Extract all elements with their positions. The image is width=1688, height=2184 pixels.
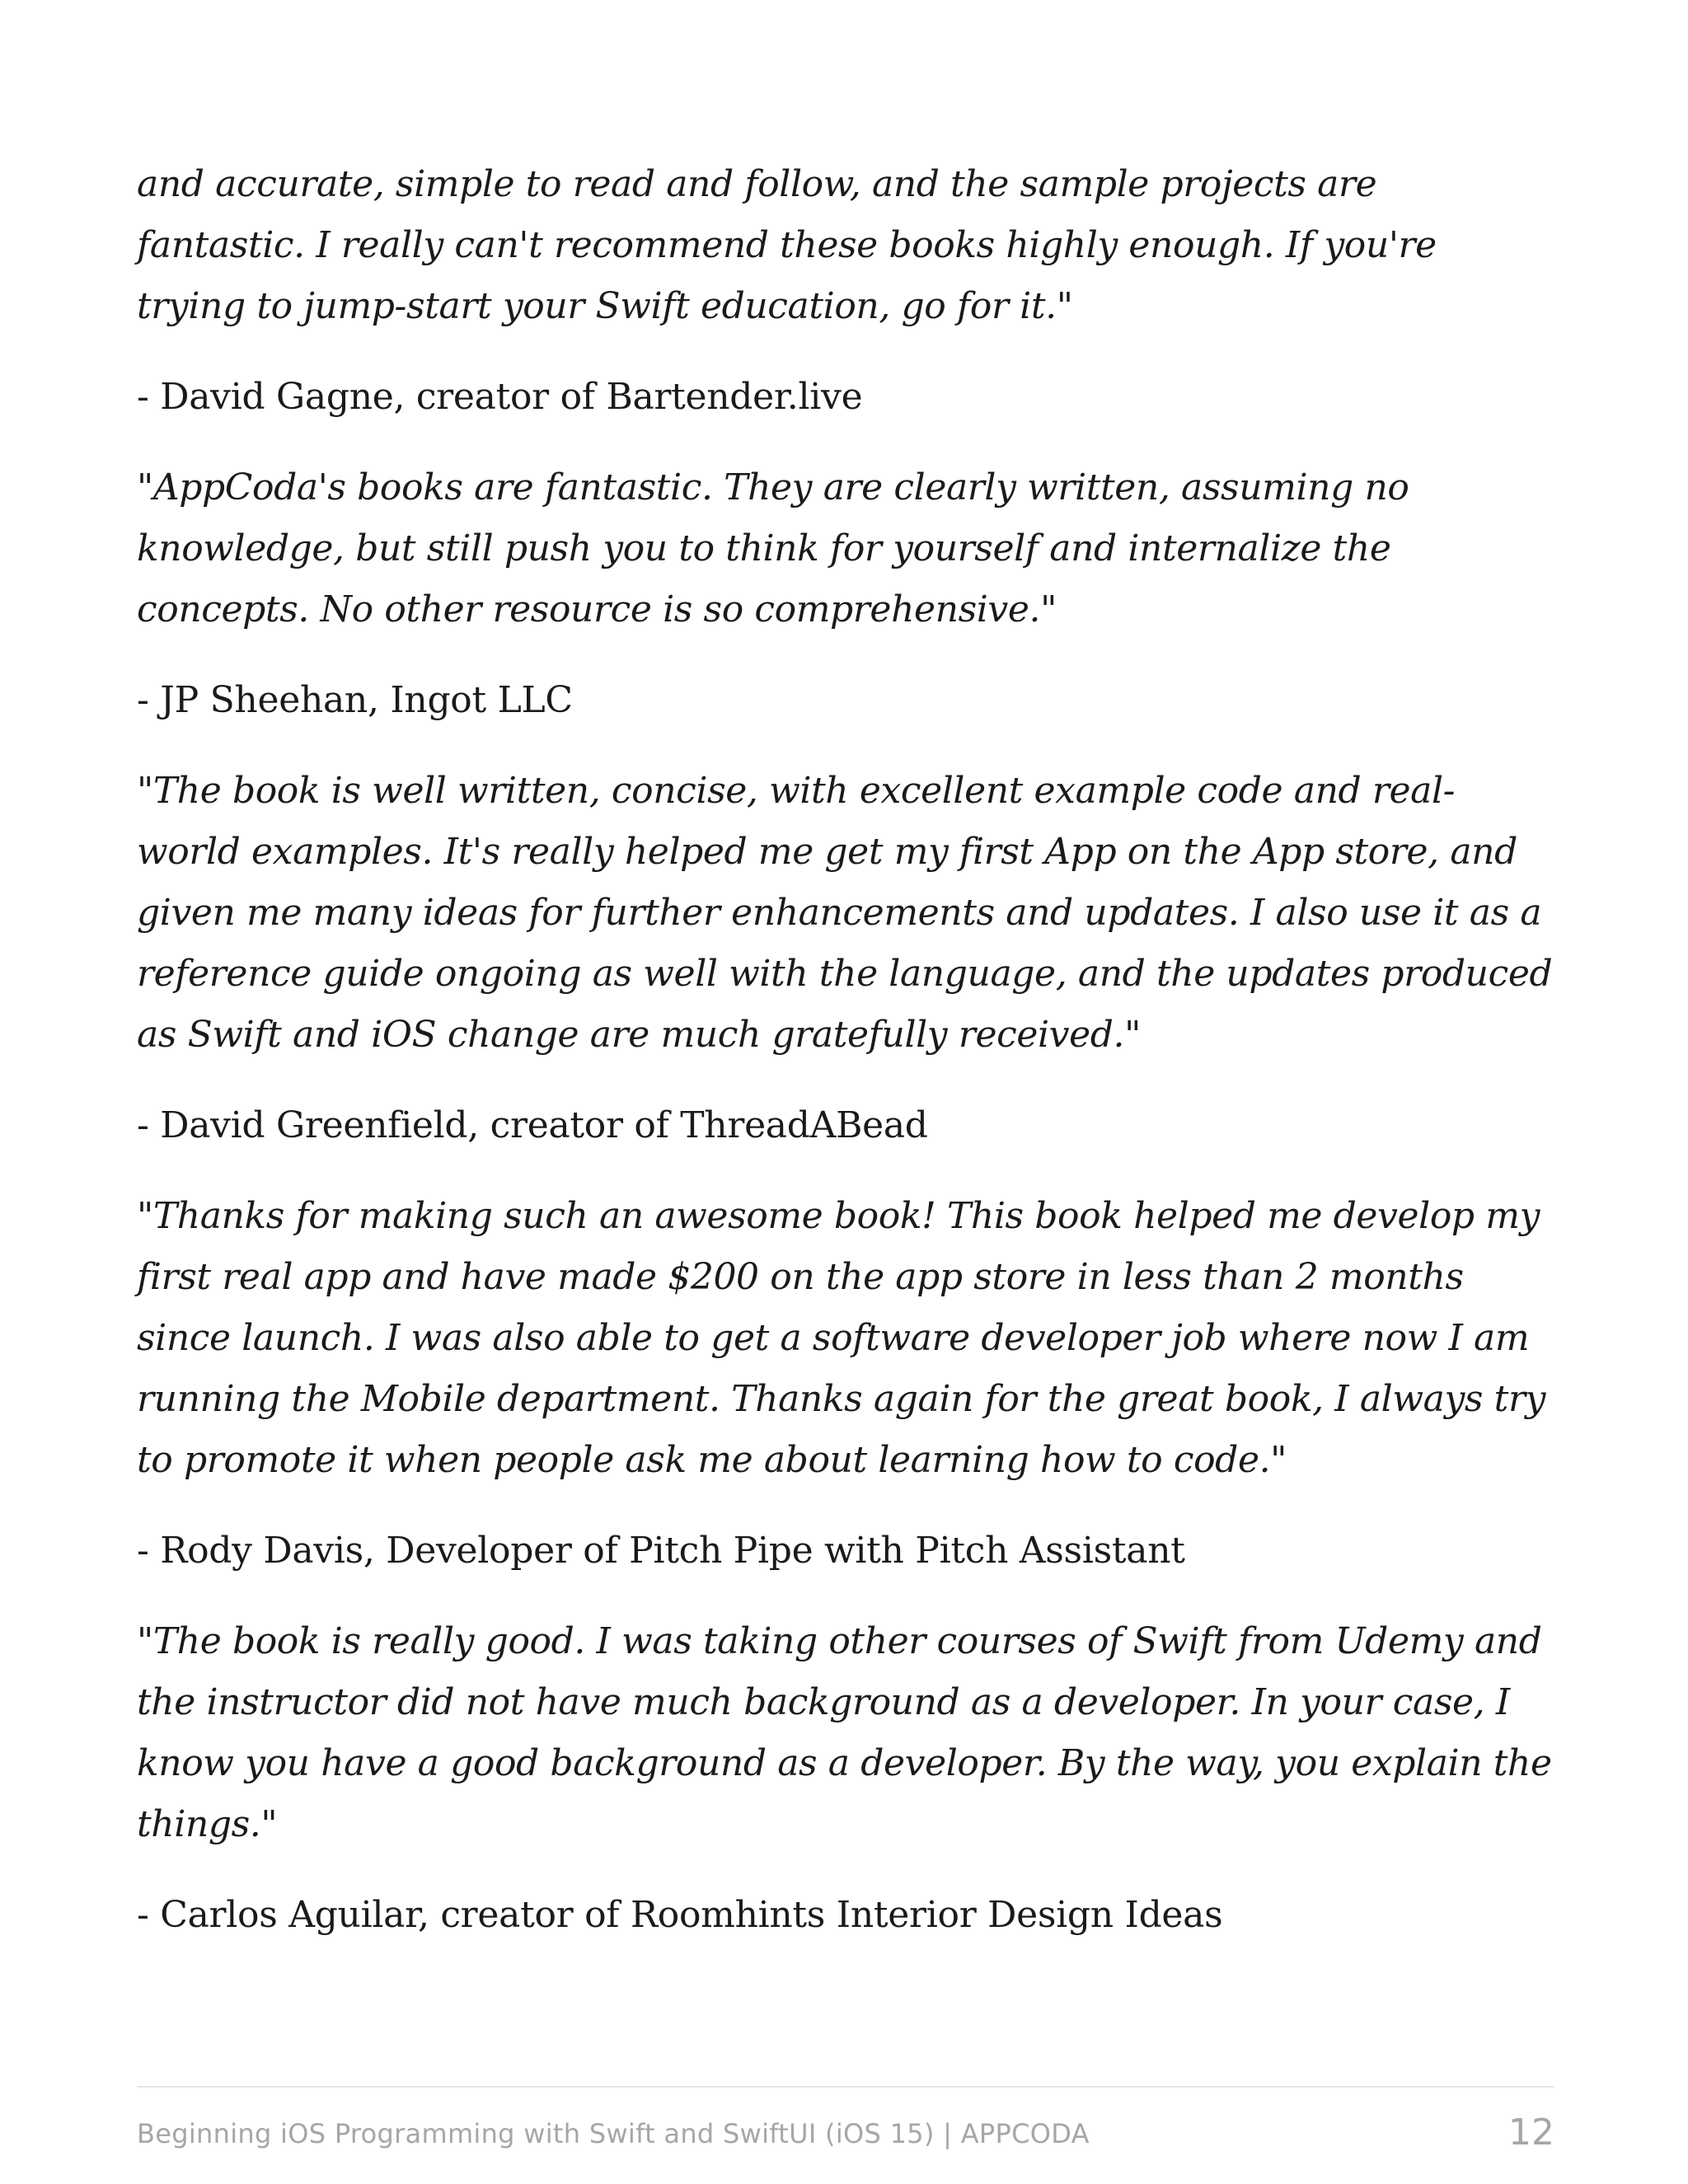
testimonial-quote: "The book is well written, concise, with excellent example code and real-world examples. It's really helped me get my first App on the App store, and given me many ideas for further enhancements and updates. I also use it as a reference guide ongoing as well with the language, and the updates produced as Swift and iOS change are much gratefully received." — [137, 770, 1553, 1056]
footer-divider — [137, 2086, 1554, 2088]
testimonial-quote: "The book is really good. I was taking other courses of Swift from Udemy and the instructor did not have much background as a developer. In your case, I know you have a good background as a developer. By the way, you explain the things." — [137, 1620, 1552, 1845]
testimonials-section — [137, 154, 1554, 1975]
testimonial-attribution: - Carlos Aguilar, creator of Roomhints Interior Design Ideas — [137, 1894, 1223, 1936]
testimonial-attribution: - David Gagne, creator of Bartender.live — [137, 376, 863, 418]
testimonial-quote: "AppCoda's books are fantastic. They are clearly written, assuming no knowledge, but still push you to think for yourself and internalize the concepts. No other resource is so comprehensive." — [137, 466, 1409, 630]
testimonial-attribution: - JP Sheehan, Ingot LLC — [137, 679, 573, 721]
testimonial-attribution: - Rody Davis, Developer of Pitch Pipe with Pitch Assistant — [137, 1530, 1185, 1572]
page-number: 12 — [1508, 2111, 1554, 2154]
footer-book-title: Beginning iOS Programming with Swift and SwiftUI (iOS 15) | APPCODA — [137, 2118, 1090, 2149]
testimonial-quote: "Thanks for making such an awesome book! This book helped me develop my first real app and have made $200 on the app store in less than 2 months since launch. I was also able to get a software developer job where now I am running the Mobile department. Thanks again for the great book, I always try to promote it when people ask me about learning how to code." — [137, 1195, 1546, 1481]
testimonial-attribution: - David Greenfield, creator of ThreadABead — [137, 1104, 928, 1146]
testimonial-quote: and accurate, simple to read and follow, and the sample projects are fantastic. I really can't recommend these books highly enough. If you're trying to jump-start your Swift education, go for it." — [137, 163, 1437, 327]
